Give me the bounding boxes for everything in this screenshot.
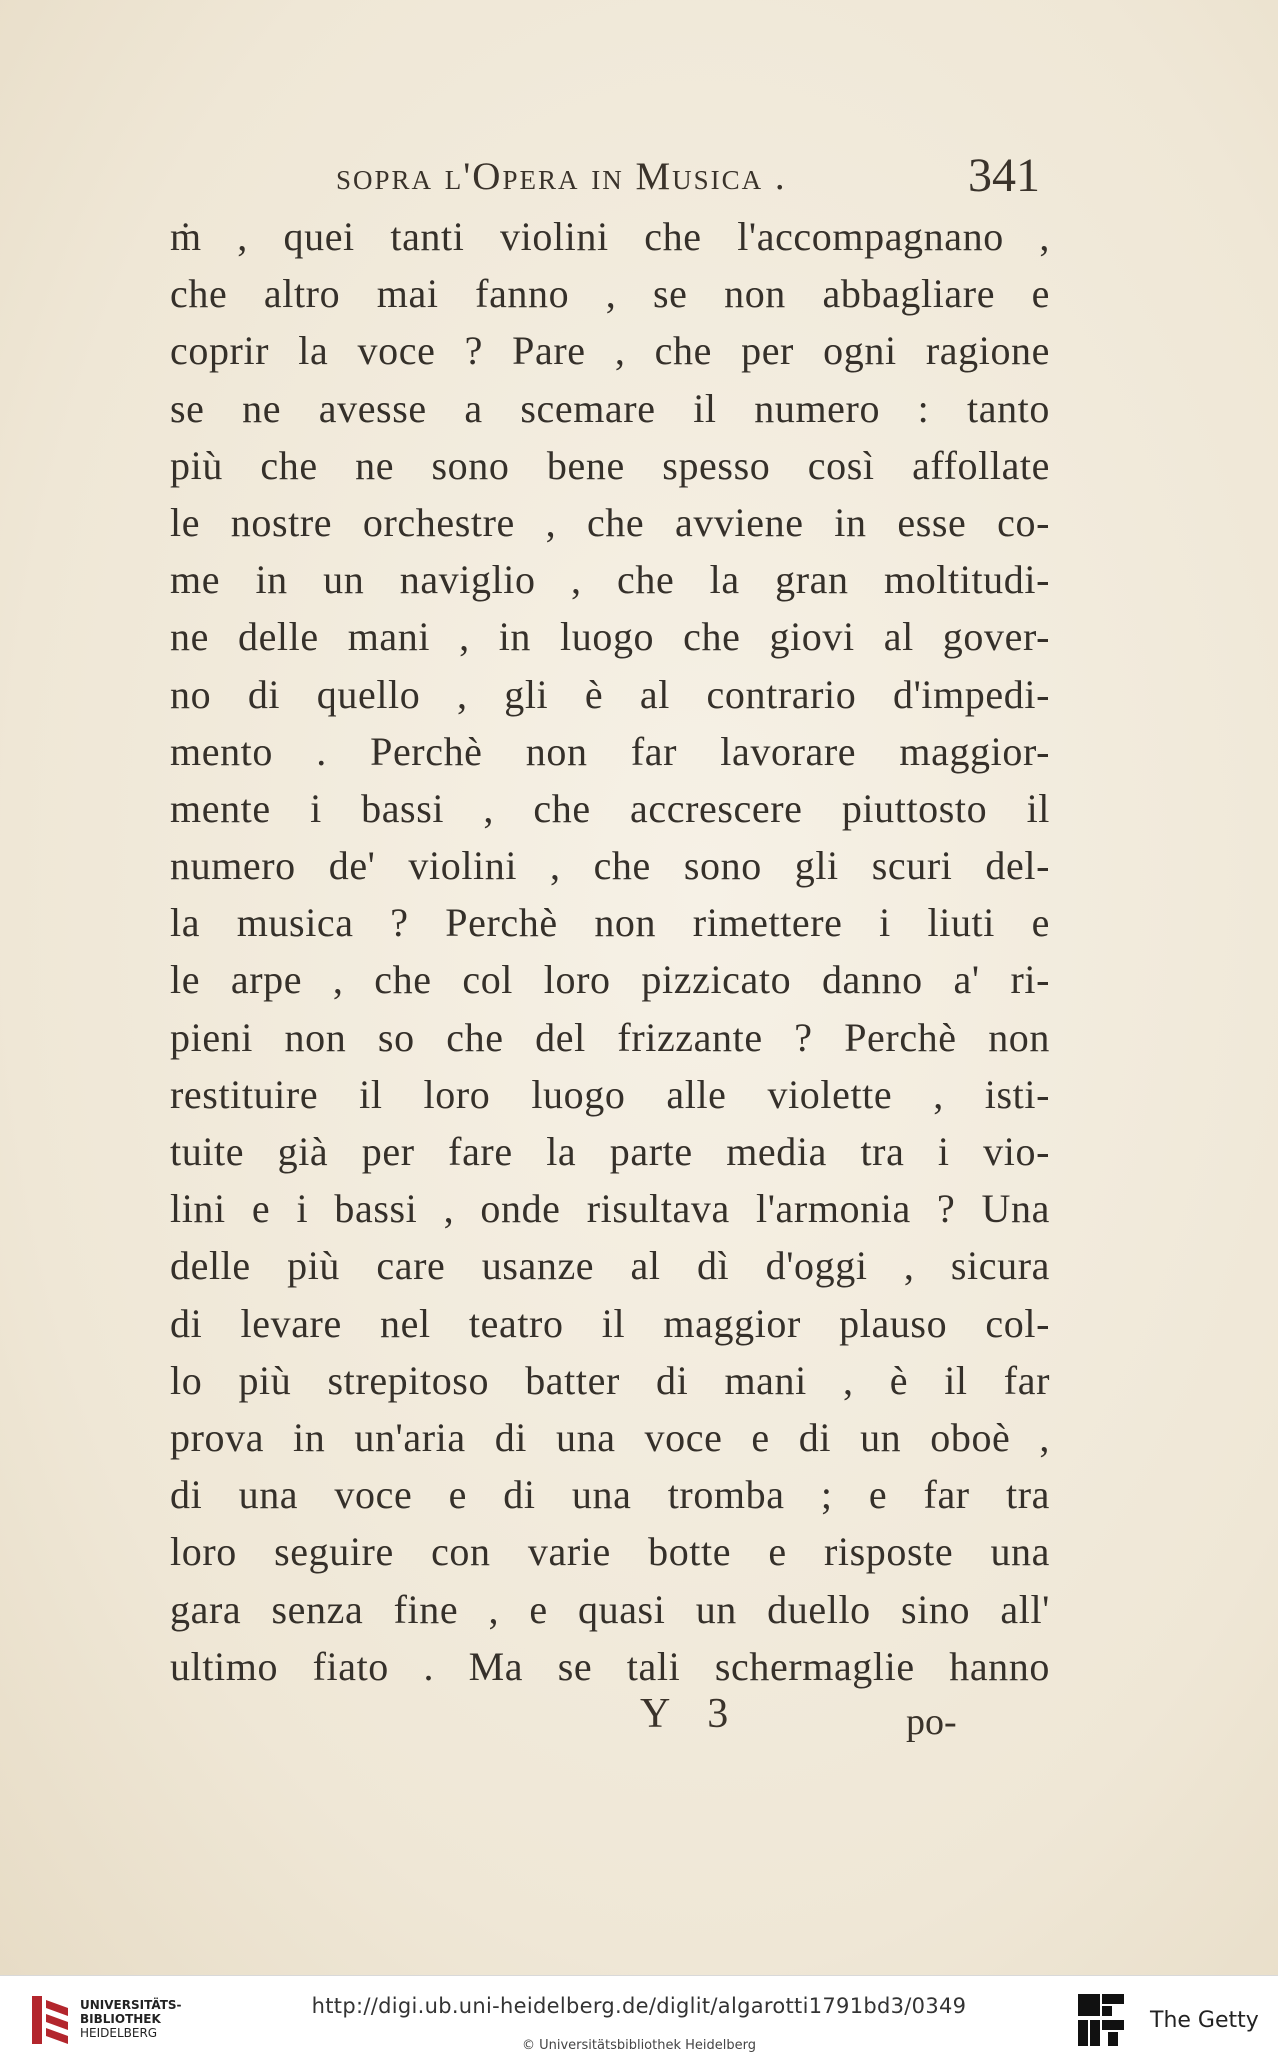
text-line: mento . Perchè non far lavorare maggior- xyxy=(170,728,1050,774)
text-line: lo più strepitoso batter di mani , è il far xyxy=(170,1357,1050,1403)
text-line: no di quello , gli è al contrario d'impedi- xyxy=(170,671,1050,717)
text-line: le arpe , che col loro pizzicato danno a' ri- xyxy=(170,957,1050,1003)
library-name-line: BIBLIOTHEK xyxy=(80,2012,161,2026)
text-line: loro seguire con varie botte e risposte una xyxy=(170,1529,1050,1575)
text-line: gara senza fine , e quasi un duello sino all' xyxy=(170,1586,1050,1632)
text-line: delle più care usanze al dì d'oggi , sicura xyxy=(170,1243,1050,1289)
text-line: la musica ? Perchè non rimettere i liuti e xyxy=(170,900,1050,946)
library-name-line: UNIVERSITÄTS- xyxy=(80,1998,182,2012)
running-title: sopra l'Opera in Musica . xyxy=(336,155,787,198)
text-line: ne delle mani , in luogo che giovi al gover- xyxy=(170,614,1050,660)
text-line: coprir la voce ? Pare , che per ogni ragione xyxy=(170,328,1050,374)
text-line: mente i bassi , che accrescere piuttosto il xyxy=(170,785,1050,831)
permalink-url[interactable]: http://digi.ub.uni-heidelberg.de/diglit/algarotti1791bd3/0349 xyxy=(311,1994,967,2018)
text-line: numero de' violini , che sono gli scuri del- xyxy=(170,843,1050,889)
text-line: pieni non so che del frizzante ? Perchè non xyxy=(170,1014,1050,1060)
text-line: più che ne sono bene spesso così affollate xyxy=(170,442,1050,488)
signature-mark: Y 3 xyxy=(640,1691,743,1737)
running-head xyxy=(336,148,1256,208)
library-name-line: HEIDELBERG xyxy=(80,2026,158,2040)
text-line: che altro mai fanno , se non abbagliare e xyxy=(170,271,1050,317)
text-line: me in un naviglio , che la gran moltitudi- xyxy=(170,557,1050,603)
page-number: 341 xyxy=(968,149,1040,202)
viewer-footer xyxy=(0,1975,1278,2067)
text-line: lini e i bassi , onde risultava l'armonia ? Una xyxy=(170,1186,1050,1232)
text-line: ultimo fiato . Ma se tali schermaglie hanno xyxy=(170,1643,1050,1689)
text-line: ṁ , quei tanti violini che l'accompagnano , xyxy=(170,214,1050,259)
text-line: restituire il loro luogo alle violette , isti- xyxy=(170,1071,1050,1117)
text-line: di una voce e di una tromba ; e far tra xyxy=(170,1472,1050,1518)
text-line: tuite già per fare la parte media tra i vio- xyxy=(170,1129,1050,1174)
text-line: le nostre orchestre , che avviene in esse co- xyxy=(170,499,1050,545)
copyright-notice: © Universitätsbibliothek Heidelberg xyxy=(521,2038,756,2053)
page-footer xyxy=(0,1690,1278,1760)
catchword: po- xyxy=(906,1701,957,1743)
text-line: prova in un'aria di una voce e di un oboè , xyxy=(170,1414,1050,1460)
getty-logo-icon[interactable] xyxy=(1076,1992,1126,2050)
partner-name[interactable]: The Getty xyxy=(1150,2008,1259,2033)
body-text xyxy=(170,208,1050,1695)
text-line: se ne avesse a scemare il numero : tanto xyxy=(170,385,1050,431)
text-line: di levare nel teatro il maggior plauso col- xyxy=(170,1300,1050,1346)
